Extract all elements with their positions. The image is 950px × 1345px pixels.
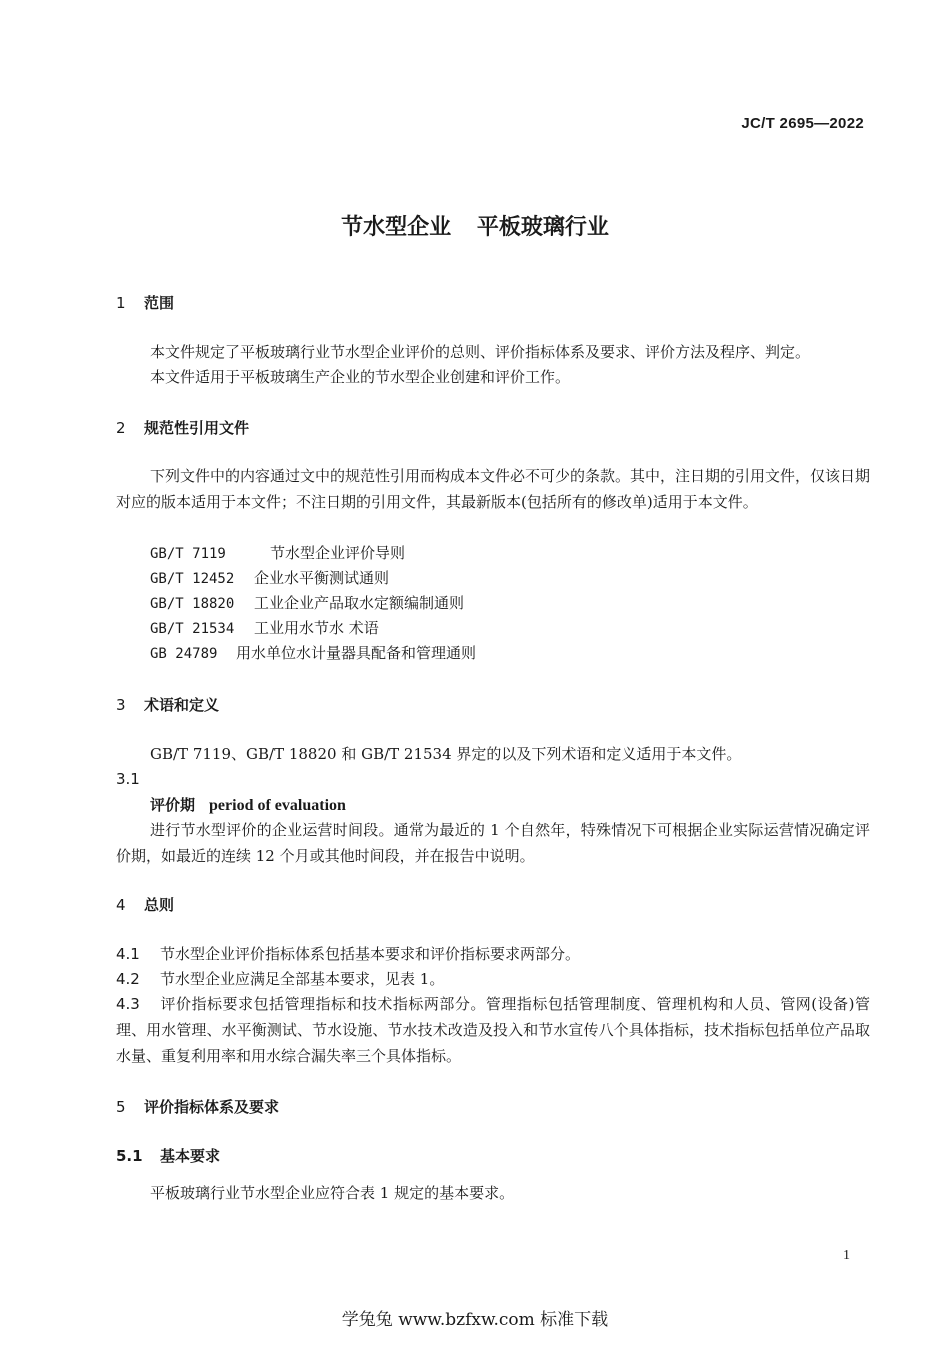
section-3-intro: GB/T 7119、GB/T 18820 和 GB/T 21534 界定的以及下列术语和定义适用于本文件。 (150, 745, 742, 763)
clause-4-1 (116, 941, 580, 967)
clause-number: 4.2 (116, 970, 140, 988)
reference-name: 企业水平衡测试通则 (254, 569, 390, 587)
section-5-number: 5 (116, 1098, 126, 1116)
reference-code: GB/T 18820 (150, 596, 235, 612)
section-2-title: 规范性引用文件 (144, 419, 250, 437)
section-1-heading (116, 292, 174, 313)
section-3-title: 术语和定义 (144, 696, 220, 714)
clause-3-1-number: 3.1 (116, 770, 140, 788)
standard-code: JC/T 2695—2022 (741, 115, 864, 132)
section-3-number: 3 (116, 696, 126, 714)
footer-watermark: 学兔兔 www.bzfxw.com 标准下载 (341, 1310, 609, 1330)
clause-number: 5.1 (116, 1147, 143, 1165)
section-4-number: 4 (116, 896, 126, 914)
clause-number: 4.1 (116, 945, 140, 963)
normative-reference (150, 615, 379, 642)
clause-number: 4.3 (116, 995, 140, 1013)
normative-reference (150, 540, 405, 567)
section-2-intro: 下列文件中的内容通过文中的规范性引用而构成本文件必不可少的条款。其中，注日期的引用文件，仅该日期对应的版本适用于本文件；不注日期的引用文件，其最新版本(包括所有的修改单)适用于本文件。 (116, 467, 871, 511)
clause-4-3 (116, 991, 870, 1069)
clause-4-2 (116, 966, 444, 992)
normative-reference (150, 640, 476, 667)
clause-5-1-heading (116, 1145, 220, 1166)
clause-5-1-title: 基本要求 (160, 1147, 221, 1165)
section-1-paragraph-2: 本文件适用于平板玻璃生产企业的节水型企业创建和评价工作。 (150, 368, 571, 386)
reference-name: 工业企业产品取水定额编制通则 (254, 594, 465, 612)
clause-5-1-text: 平板玻璃行业节水型企业应符合表 1 规定的基本要求。 (150, 1184, 515, 1202)
section-5-title: 评价指标体系及要求 (144, 1098, 280, 1116)
section-1-number: 1 (116, 294, 126, 312)
reference-code: GB 24789 (150, 646, 218, 662)
section-4-title: 总则 (144, 896, 175, 914)
clause-text: 节水型企业应满足全部基本要求，见表 1。 (160, 970, 445, 988)
section-1-paragraph-1: 本文件规定了平板玻璃行业节水型企业评价的总则、评价指标体系及要求、评价方法及程序、判定。 (150, 343, 811, 361)
clause-text: 节水型企业评价指标体系包括基本要求和评价指标要求两部分。 (160, 945, 581, 963)
reference-name: 用水单位水计量器具配备和管理通则 (236, 644, 477, 662)
document-title: 节水型企业 平板玻璃行业 (341, 215, 609, 240)
normative-reference (150, 590, 464, 617)
term-entry (150, 792, 346, 819)
page-number: 1 (843, 1248, 850, 1263)
reference-code: GB/T 21534 (150, 621, 235, 637)
section-1-title: 范围 (144, 294, 175, 312)
term-definition: 进行节水型评价的企业运营时间段。通常为最近的 1 个自然年，特殊情况下可根据企业实际运营情况确定评价期，如最近的连续 12 个月或其他时间段，并在报告中说明。 (116, 821, 870, 865)
clause-text: 评价指标要求包括管理指标和技术指标两部分。管理指标包括管理制度、管理机构和人员、管网(设备)管理、用水管理、水平衡测试、节水设施、节水技术改造及投入和节水宣传八个具体指标，技术指标包括单位产品取水量、重复利用率和用水综合漏失率三个具体指标。 (116, 995, 870, 1065)
normative-reference (150, 565, 389, 592)
reference-code: GB/T 12452 (150, 571, 235, 587)
section-2-number: 2 (116, 419, 126, 437)
section-3-heading (116, 694, 219, 715)
term-english: period of evaluation (209, 797, 346, 814)
section-5-heading (116, 1096, 279, 1117)
reference-code: GB/T 7119 (150, 546, 226, 562)
term-chinese: 评价期 (150, 796, 196, 814)
section-4-heading (116, 894, 174, 915)
section-2-heading (116, 417, 249, 438)
reference-name: 节水型企业评价导则 (270, 544, 406, 562)
reference-name: 工业用水节水 术语 (254, 619, 379, 637)
